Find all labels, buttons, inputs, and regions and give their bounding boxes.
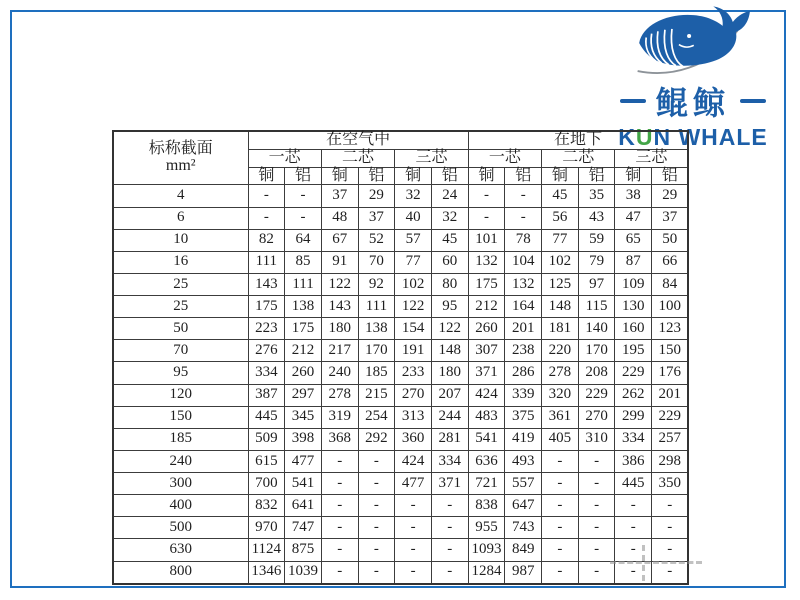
value-cell: 647 (505, 495, 542, 517)
value-cell: 32 (431, 207, 468, 229)
logo-left-dash (620, 99, 646, 103)
value-cell: 154 (395, 318, 432, 340)
value-cell: 229 (578, 384, 615, 406)
table-row (113, 539, 688, 561)
metal-header: 铝 (578, 167, 615, 185)
value-cell: 360 (395, 428, 432, 450)
value-cell: - (542, 450, 579, 472)
value-cell: 334 (615, 428, 652, 450)
value-cell: 229 (615, 362, 652, 384)
value-cell: 386 (615, 450, 652, 472)
value-cell: 140 (578, 318, 615, 340)
value-cell: 175 (468, 273, 505, 295)
value-cell: - (358, 561, 395, 584)
value-cell: - (542, 473, 579, 495)
value-cell: - (321, 473, 358, 495)
value-cell: 130 (615, 296, 652, 318)
value-cell: 970 (248, 517, 285, 539)
value-cell: 424 (468, 384, 505, 406)
value-cell: 955 (468, 517, 505, 539)
value-cell: 636 (468, 450, 505, 472)
whale-icon (618, 4, 768, 82)
value-cell: - (321, 517, 358, 539)
value-cell: 541 (285, 473, 322, 495)
value-cell: 509 (248, 428, 285, 450)
value-cell: 310 (578, 428, 615, 450)
table-row (113, 561, 688, 584)
value-cell: 102 (395, 273, 432, 295)
size-cell: 120 (113, 384, 248, 406)
size-cell: 300 (113, 473, 248, 495)
value-cell: 170 (578, 340, 615, 362)
value-cell: - (358, 539, 395, 561)
value-cell: 38 (615, 185, 652, 207)
value-cell: 164 (505, 296, 542, 318)
value-cell: 240 (321, 362, 358, 384)
value-cell: 238 (505, 340, 542, 362)
value-cell: 80 (431, 273, 468, 295)
value-cell: - (615, 539, 652, 561)
value-cell: 45 (431, 229, 468, 251)
corner-header (113, 131, 248, 185)
metal-header: 铜 (321, 167, 358, 185)
value-cell: 122 (395, 296, 432, 318)
value-cell: - (652, 539, 689, 561)
value-cell: - (248, 185, 285, 207)
value-cell: 299 (615, 406, 652, 428)
value-cell: 175 (248, 296, 285, 318)
value-cell: - (578, 495, 615, 517)
value-cell: 832 (248, 495, 285, 517)
value-cell: - (578, 539, 615, 561)
table-row (113, 384, 688, 406)
ampacity-table (112, 130, 689, 585)
table-row (113, 273, 688, 295)
value-cell: 220 (542, 340, 579, 362)
value-cell: 29 (358, 185, 395, 207)
value-cell: 82 (248, 229, 285, 251)
value-cell: 1346 (248, 561, 285, 584)
value-cell: 307 (468, 340, 505, 362)
table-row (113, 318, 688, 340)
value-cell: 77 (395, 251, 432, 273)
value-cell: 419 (505, 428, 542, 450)
value-cell: 195 (615, 340, 652, 362)
value-cell: 286 (505, 362, 542, 384)
value-cell: 541 (468, 428, 505, 450)
value-cell: 176 (652, 362, 689, 384)
value-cell: 254 (358, 406, 395, 428)
value-cell: 32 (395, 185, 432, 207)
value-cell: 477 (285, 450, 322, 472)
value-cell: 281 (431, 428, 468, 450)
value-cell: 201 (505, 318, 542, 340)
value-cell: 721 (468, 473, 505, 495)
size-cell: 70 (113, 340, 248, 362)
metal-header: 铝 (358, 167, 395, 185)
value-cell: 1039 (285, 561, 322, 584)
value-cell: - (578, 517, 615, 539)
value-cell: 150 (652, 340, 689, 362)
value-cell: 122 (431, 318, 468, 340)
value-cell: 40 (395, 207, 432, 229)
value-cell: - (431, 517, 468, 539)
value-cell: 95 (431, 296, 468, 318)
value-cell: 100 (652, 296, 689, 318)
brand-logo (598, 4, 788, 151)
value-cell: 260 (285, 362, 322, 384)
value-cell: 66 (652, 251, 689, 273)
value-cell: 79 (578, 251, 615, 273)
value-cell: 143 (321, 296, 358, 318)
size-cell: 6 (113, 207, 248, 229)
value-cell: 270 (395, 384, 432, 406)
table-row (113, 362, 688, 384)
value-cell: 67 (321, 229, 358, 251)
value-cell: - (358, 450, 395, 472)
value-cell: 148 (542, 296, 579, 318)
table-header (113, 131, 688, 185)
corner-header-line2: mm² (165, 157, 196, 175)
value-cell: 104 (505, 251, 542, 273)
value-cell: 244 (431, 406, 468, 428)
size-cell: 25 (113, 296, 248, 318)
size-cell: 10 (113, 229, 248, 251)
value-cell: 97 (578, 273, 615, 295)
value-cell: - (395, 517, 432, 539)
env-header: 在空气中 (248, 131, 468, 149)
value-cell: 387 (248, 384, 285, 406)
value-cell: 102 (542, 251, 579, 273)
value-cell: 29 (652, 185, 689, 207)
value-cell: 37 (652, 207, 689, 229)
value-cell: 111 (358, 296, 395, 318)
value-cell: 339 (505, 384, 542, 406)
value-cell: 185 (358, 362, 395, 384)
value-cell: 160 (615, 318, 652, 340)
metal-header: 铜 (468, 167, 505, 185)
table-row (113, 495, 688, 517)
value-cell: 207 (431, 384, 468, 406)
value-cell: 65 (615, 229, 652, 251)
brand-name-en: KUN WHALE (618, 124, 768, 150)
corner-header-line1: 标称截面 (148, 140, 213, 158)
value-cell: 1124 (248, 539, 285, 561)
value-cell: 445 (248, 406, 285, 428)
value-cell: 987 (505, 561, 542, 584)
value-cell: 115 (578, 296, 615, 318)
value-cell: 78 (505, 229, 542, 251)
value-cell: 557 (505, 473, 542, 495)
value-cell: 212 (285, 340, 322, 362)
value-cell: 24 (431, 185, 468, 207)
value-cell: 615 (248, 450, 285, 472)
value-cell: 477 (395, 473, 432, 495)
env-header: 在地下 (468, 131, 688, 149)
value-cell: 132 (505, 273, 542, 295)
value-cell: 180 (321, 318, 358, 340)
size-cell: 185 (113, 428, 248, 450)
value-cell: 191 (395, 340, 432, 362)
value-cell: 320 (542, 384, 579, 406)
ampacity-table-wrap (112, 130, 689, 585)
value-cell: 398 (285, 428, 322, 450)
value-cell: 59 (578, 229, 615, 251)
size-cell: 630 (113, 539, 248, 561)
core-header: 一芯 (248, 149, 321, 167)
table-row (113, 450, 688, 472)
size-cell: 150 (113, 406, 248, 428)
value-cell: 375 (505, 406, 542, 428)
value-cell: 445 (615, 473, 652, 495)
value-cell: 52 (358, 229, 395, 251)
value-cell: 138 (285, 296, 322, 318)
value-cell: 215 (358, 384, 395, 406)
value-cell: 50 (652, 229, 689, 251)
value-cell: 838 (468, 495, 505, 517)
core-header: 二芯 (542, 149, 615, 167)
value-cell: 37 (358, 207, 395, 229)
value-cell: 87 (615, 251, 652, 273)
size-cell: 240 (113, 450, 248, 472)
value-cell: 201 (652, 384, 689, 406)
value-cell: 57 (395, 229, 432, 251)
value-cell: 122 (321, 273, 358, 295)
value-cell: - (321, 450, 358, 472)
value-cell: 1284 (468, 561, 505, 584)
logo-right-dash (740, 99, 766, 103)
value-cell: 109 (615, 273, 652, 295)
core-header: 三芯 (395, 149, 468, 167)
value-cell: 641 (285, 495, 322, 517)
value-cell: 64 (285, 229, 322, 251)
value-cell: - (505, 185, 542, 207)
value-cell: - (578, 450, 615, 472)
value-cell: 849 (505, 539, 542, 561)
size-cell: 4 (113, 185, 248, 207)
value-cell: 257 (652, 428, 689, 450)
value-cell: 229 (652, 406, 689, 428)
value-cell: - (578, 561, 615, 584)
metal-header: 铝 (431, 167, 468, 185)
metal-header: 铜 (615, 167, 652, 185)
value-cell: 700 (248, 473, 285, 495)
value-cell: 45 (542, 185, 579, 207)
table-row (113, 517, 688, 539)
value-cell: 319 (321, 406, 358, 428)
value-cell: 43 (578, 207, 615, 229)
value-cell: 47 (615, 207, 652, 229)
value-cell: - (468, 207, 505, 229)
value-cell: 292 (358, 428, 395, 450)
size-cell: 25 (113, 273, 248, 295)
value-cell: - (578, 473, 615, 495)
metal-header: 铜 (542, 167, 579, 185)
value-cell: - (358, 473, 395, 495)
value-cell: 334 (431, 450, 468, 472)
core-header: 一芯 (468, 149, 541, 167)
metal-header: 铝 (505, 167, 542, 185)
value-cell: 371 (431, 473, 468, 495)
value-cell: 262 (615, 384, 652, 406)
value-cell: 297 (285, 384, 322, 406)
table-row (113, 296, 688, 318)
value-cell: 101 (468, 229, 505, 251)
value-cell: 1093 (468, 539, 505, 561)
value-cell: 875 (285, 539, 322, 561)
value-cell: - (321, 561, 358, 584)
table-row (113, 473, 688, 495)
table-row (113, 340, 688, 362)
value-cell: 223 (248, 318, 285, 340)
value-cell: 212 (468, 296, 505, 318)
value-cell: 743 (505, 517, 542, 539)
value-cell: 361 (542, 406, 579, 428)
value-cell: 148 (431, 340, 468, 362)
value-cell: - (652, 561, 689, 584)
brand-name-cn (598, 78, 788, 124)
value-cell: 125 (542, 273, 579, 295)
value-cell: - (431, 561, 468, 584)
value-cell: - (542, 539, 579, 561)
size-cell: 800 (113, 561, 248, 584)
value-cell: 60 (431, 251, 468, 273)
value-cell: 371 (468, 362, 505, 384)
value-cell: 56 (542, 207, 579, 229)
value-cell: 181 (542, 318, 579, 340)
value-cell: - (321, 495, 358, 517)
value-cell: 345 (285, 406, 322, 428)
brand-name-u: U (635, 124, 654, 150)
value-cell: - (431, 539, 468, 561)
value-cell: 424 (395, 450, 432, 472)
table-row (113, 185, 688, 207)
value-cell: 170 (358, 340, 395, 362)
value-cell: 260 (468, 318, 505, 340)
value-cell: 123 (652, 318, 689, 340)
value-cell: 92 (358, 273, 395, 295)
value-cell: - (358, 495, 395, 517)
value-cell: - (652, 495, 689, 517)
value-cell: 70 (358, 251, 395, 273)
value-cell: 747 (285, 517, 322, 539)
value-cell: 334 (248, 362, 285, 384)
value-cell: - (285, 207, 322, 229)
value-cell: - (358, 517, 395, 539)
value-cell: 111 (285, 273, 322, 295)
table-row (113, 251, 688, 273)
value-cell: - (395, 495, 432, 517)
value-cell: 84 (652, 273, 689, 295)
metal-header: 铜 (248, 167, 285, 185)
table-row (113, 229, 688, 251)
value-cell: 111 (248, 251, 285, 273)
value-cell: 35 (578, 185, 615, 207)
value-cell: - (285, 185, 322, 207)
metal-header: 铜 (395, 167, 432, 185)
value-cell: - (542, 495, 579, 517)
value-cell: 493 (505, 450, 542, 472)
value-cell: - (542, 517, 579, 539)
size-cell: 400 (113, 495, 248, 517)
value-cell: - (395, 539, 432, 561)
value-cell: 91 (321, 251, 358, 273)
value-cell: 180 (431, 362, 468, 384)
value-cell: - (431, 495, 468, 517)
value-cell: 217 (321, 340, 358, 362)
value-cell: 350 (652, 473, 689, 495)
value-cell: 77 (542, 229, 579, 251)
table-body (113, 185, 688, 584)
size-cell: 50 (113, 318, 248, 340)
value-cell: - (248, 207, 285, 229)
value-cell: - (615, 495, 652, 517)
value-cell: 313 (395, 406, 432, 428)
value-cell: 143 (248, 273, 285, 295)
size-cell: 16 (113, 251, 248, 273)
value-cell: - (542, 561, 579, 584)
header-row-environment (113, 131, 688, 149)
core-header: 二芯 (321, 149, 394, 167)
value-cell: 278 (542, 362, 579, 384)
value-cell: 208 (578, 362, 615, 384)
value-cell: - (615, 517, 652, 539)
value-cell: 298 (652, 450, 689, 472)
value-cell: 270 (578, 406, 615, 428)
value-cell: 405 (542, 428, 579, 450)
table-row (113, 406, 688, 428)
value-cell: 368 (321, 428, 358, 450)
value-cell: 85 (285, 251, 322, 273)
value-cell: 276 (248, 340, 285, 362)
value-cell: 175 (285, 318, 322, 340)
value-cell: - (468, 185, 505, 207)
core-header: 三芯 (615, 149, 688, 167)
table-row (113, 428, 688, 450)
value-cell: 483 (468, 406, 505, 428)
value-cell: - (652, 517, 689, 539)
size-cell: 500 (113, 517, 248, 539)
value-cell: - (505, 207, 542, 229)
value-cell: 233 (395, 362, 432, 384)
value-cell: - (321, 539, 358, 561)
value-cell: 37 (321, 185, 358, 207)
value-cell: 138 (358, 318, 395, 340)
table-row (113, 207, 688, 229)
value-cell: - (615, 561, 652, 584)
value-cell: 132 (468, 251, 505, 273)
metal-header: 铝 (652, 167, 689, 185)
value-cell: - (395, 561, 432, 584)
size-cell: 95 (113, 362, 248, 384)
value-cell: 48 (321, 207, 358, 229)
value-cell: 278 (321, 384, 358, 406)
brand-name-cn-text: 鲲鲸 (655, 85, 730, 121)
metal-header: 铝 (285, 167, 322, 185)
